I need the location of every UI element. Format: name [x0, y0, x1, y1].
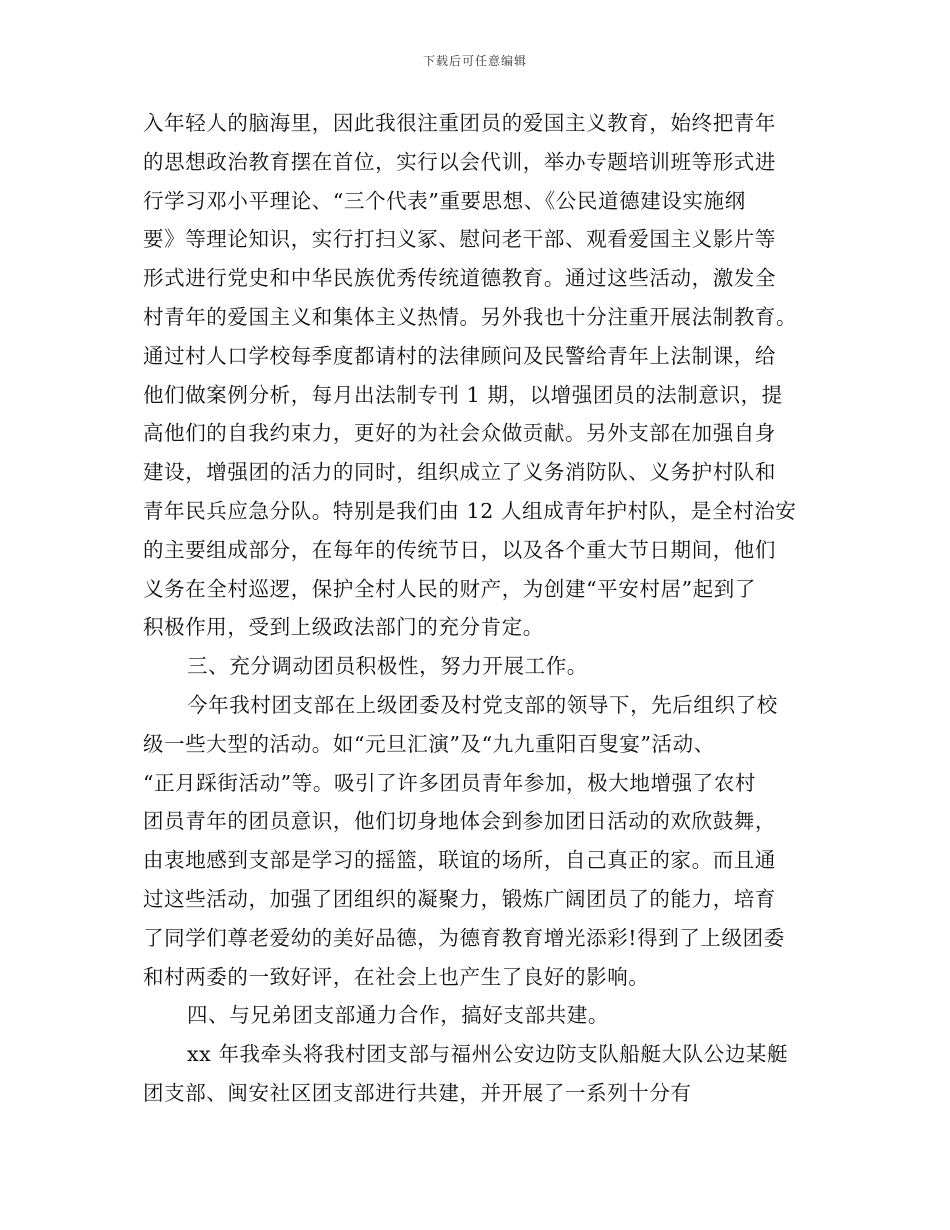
text-line: 过这些活动，加强了团组织的凝聚力，锻炼广阔团员了的能力，培育	[143, 886, 776, 911]
text-line: 村青年的爱国主义和集体主义热情。另外我也十分注重开展法制教育。	[143, 304, 798, 329]
text-line: 行学习邓小平理论、“三个代表”重要思想、《公民道德建设实施纲	[143, 188, 746, 213]
text-line: 三、充分调动团员积极性，努力开展工作。	[187, 654, 588, 679]
document-body	[143, 104, 823, 1113]
text-line: 了同学们尊老爱幼的美好品德，为德育教育增光添彩!得到了上级团委	[143, 925, 785, 950]
text-line: 四、与兄弟团支部通力合作，搞好支部共建。	[187, 1003, 609, 1028]
text-line: 的思想政治教育摆在首位，实行以会代训，举办专题培训班等形式进	[143, 149, 776, 174]
text-line: 要》等理论知识，实行打扫义冢、慰问老干部、观看爱国主义影片等	[143, 227, 776, 252]
text-line: 义务在全村巡逻，保护全村人民的财产，为创建“平安村居”起到了	[143, 576, 756, 601]
text-line: 由衷地感到支部是学习的摇篮，联谊的场所，自己真正的家。而且通	[143, 848, 776, 873]
text-line: 今年我村团支部在上级团委及村党支部的领导下，先后组织了校	[187, 692, 778, 717]
text-line: “正月踩街活动”等。吸引了许多团员青年参加，极大地增强了农村	[143, 770, 756, 795]
text-line: 通过村人口学校每季度都请村的法律顾问及民警给青年上法制课，给	[143, 343, 776, 368]
text-line: 青年民兵应急分队。特别是我们由 12 人组成青年护村队，是全村治安	[143, 498, 797, 523]
text-line: 入年轻人的脑海里，因此我很注重团员的爱国主义教育，始终把青年	[143, 111, 776, 135]
text-line: 积极作用，受到上级政法部门的充分肯定。	[143, 615, 544, 640]
text-line: 的主要组成部分，在每年的传统节日，以及各个重大节日期间，他们	[143, 537, 776, 562]
text-line: 团员青年的团员意识，他们切身地体会到参加团日活动的欢欣鼓舞，	[143, 809, 776, 834]
text-line: 形式进行党史和中华民族优秀传统道德教育。通过这些活动，激发全	[143, 266, 776, 291]
text-line: 级一些大型的活动。如“元旦汇演”及“九九重阳百叟宴”活动、	[143, 731, 715, 756]
text-line: 团支部、闽安社区团支部进行共建，并开展了一系列十分有	[143, 1080, 692, 1105]
text-line: 高他们的自我约束力，更好的为社会众做贡献。另外支部在加强自身	[143, 421, 776, 446]
text-line: 他们做案例分析，每月出法制专刊 1 期，以增强团员的法制意识，提	[143, 382, 783, 407]
page-header: 下载后可任意编辑	[422, 54, 527, 68]
text-line: xx 年我牵头将我村团支部与福州公安边防支队船艇大队公边某艇	[187, 1042, 789, 1067]
text-line: 建设，增强团的活力的同时，组织成立了义务消防队、义务护村队和	[143, 460, 776, 485]
text-line: 和村两委的一致好评，在社会上也产生了良好的影响。	[143, 964, 650, 989]
